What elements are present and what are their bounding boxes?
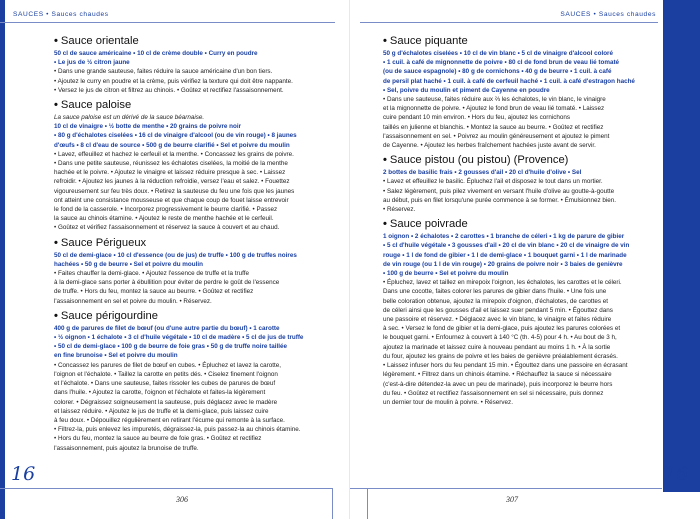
running-head-left: SAUCES • Sauces chaudes — [13, 11, 109, 18]
chapter-number-right: 16 — [664, 463, 689, 485]
right-page-content — [383, 31, 659, 409]
header-rule-right — [360, 22, 658, 23]
page-number-left: 306 — [176, 495, 188, 504]
running-head-right: SAUCES • Sauces chaudes — [560, 11, 656, 18]
recipe-title-poivrade: • Sauce poivrade — [383, 218, 468, 231]
ingredients-perigueux: 50 cl de demi-glace • 10 cl d'essence (ou de jus) de truffe • 100 g de truffes noires hachées • 50 g de beurre • Sel et poivre du moulin — [54, 251, 297, 268]
ingredients-perigourdine: 400 g de parures de filet de bœuf (ou d'une autre partie du bœuf) • 1 carotte • ½ oignon • 1 échalote • 3 cl d'huile végétale • 10 cl de madère • 5 cl de jus de truffe • 50 cl de demi-glace • 100 g de beurre de foie gras • 50 g de truffe noire taillée en fine brunoise • Sel et poivre du moulin — [54, 324, 304, 360]
ingredients-paloise: 10 cl de vinaigre • ½ botte de menthe • 20 grains de poivre noir • 80 g d'échalotes ciselées • 16 cl de vinaigre d'alcool (ou de vin rouge) • 8 jaunes d'œufs • 8 cl d'eau de source • 500 g de beurre clarifié • Sel et poivre du moulin — [54, 123, 297, 149]
steps-perigueux: • Faites chauffer la demi-glace. • Ajoutez l'essence de truffe et la truffe à la demi-glace sans porter à ébullition pour éviter de perdre le goût de l'essence de truffe. • Hors du feu, montez la sauce au beurre. • Goûtez et rectifiez l'assaisonnement en sel et poivre du moulin. • Réservez. — [54, 270, 280, 305]
recipe-title-perigourdine: • Sauce périgourdine — [54, 309, 158, 322]
recipe-title-pistou: • Sauce pistou (ou pistou) (Provence) — [383, 154, 569, 167]
ingredients-piquante: 50 g d'échalotes ciselées • 10 cl de vin blanc • 5 cl de vinaigre d'alcool coloré • 1 cuil. à café de mignonnette de poivre • 80 cl de fond brun de veau lié tomaté (ou de sauce espagnole) • 80 g de cornichons • 40 g de beurre • 1 cuil. à café de persil plat haché • 1 cuil. à café de cerfeuil haché • 1 cuil. à café d'estragon haché • Sel, poivre du moulin et piment de Cayenne en poudre — [383, 50, 635, 94]
steps-piquante: • Dans une sauteuse, faites réduire aux ⅔ les échalotes, le vin blanc, le vinaigre et la mignonnette de poivre. • Ajoutez le fond brun de veau lié tomaté. • Laissez cuire pendant 10 min environ. • Hors du feu, ajoutez les cornichons taillés en julienne et blanchis. • Montez la sauce au beurre. • Goûtez et rectifiez l'assaisonnement en sel. • Poivrez au moulin généreusement et ajoutez le piment de Cayenne. • Ajoutez les herbes fraîchement hachées juste avant de servir. — [383, 96, 610, 150]
left-page-content — [54, 31, 330, 455]
page-number-right: 307 — [506, 495, 518, 504]
footer-frame-right — [350, 488, 662, 489]
footer-frame-left — [0, 488, 332, 489]
footer-frame-left-vertical — [332, 488, 333, 519]
recipe-title-orientale: • Sauce orientale — [54, 35, 139, 47]
ingredients-poivrade: 1 oignon • 2 échalotes • 2 carottes • 1 branche de céleri • 1 kg de parure de gibier • 5 cl d'huile végétale • 3 gousses d'ail • 20 cl de vin blanc • 20 cl de vinaigre de vin rouge • 1 l de fond de gibier • 1 l de demi-glace • 1 bouquet garni • 1 l de marinade de vin rouge (ou 1 l de vin rouge) • 20 grains de poivre noir • 3 baies de genièvre • 100 g de beurre • Sel et poivre du moulin — [383, 233, 630, 278]
steps-poivrade: • Épluchez, lavez et taillez en mirepoix l'oignon, les échalotes, les carottes et le céleri. Dans une cocotte, faites colorer les parures de gibier dans l'huile. • Une fois une belle coloration obtenue, ajoutez la mirepoix d'oignon, d'échalotes, de carottes et de céleri ainsi que les gousses d'ail et laissez suer pendant 5 min. • Égouttez dans une passoire et réservez. • Déglacez avec le vin blanc, le vinaigre et faites réduire à sec. • Versez le fond de gibier et la demi-glace, puis ajoutez les parures colorées et le bouquet garni. • Enfournez à couvert à 140 °C (th. 4-5) pour 4 h. • Au bout de 3 h, ajoutez la marinade et laissez cuire à nouveau pendant au moins 1 h. • À la sortie du four, ajoutez les grains de poivre et les baies de genièvre préalablement écrasés. • Laissez infuser hors du feu pendant 15 min. • Égouttez dans une passoire en écrasant légèrement. • Filtrez dans un chinois étamine. • Réchauffez la sauce si nécessaire (c'est-à-dire détendez-la avec un peu de marinade), puis incorporez le beurre hors du feu. • Goûtez et rectifiez l'assaisonnement en sel si nécessaire, puis donnez un dernier tour de moulin à poivre. • Réservez. — [383, 279, 628, 406]
steps-orientale: • Dans une grande sauteuse, faites réduire la sauce américaine d'un bon tiers. • Ajoutez le curry en poudre et la crème, puis vérifiez la texture qui doit être nappante. • Versez le jus de citron et filtrez au chinois. • Goûtez et rectifiez l'assaisonnement. — [54, 68, 293, 94]
right-page — [350, 0, 700, 519]
chapter-number-left: 16 — [11, 463, 36, 485]
steps-pistou: • Lavez et effeuillez le basilic. Épluchez l'ail et disposez le tout dans un mortier. • Salez légèrement, puis pilez vivement en versant l'huile d'olive au goutte-à-goutte au début, puis en filet lorsqu'une purée commence à se former. • Émulsionnez bien. • Réservez. — [383, 178, 617, 214]
note-paloise: La sauce paloise est un dérivé de la sauce béarnaise. — [54, 114, 205, 122]
ingredients-orientale: 50 cl de sauce américaine • 10 cl de crème double • Curry en poudre • Le jus de ½ citron jaune — [54, 50, 258, 67]
recipe-title-perigueux: • Sauce Périgueux — [54, 236, 147, 249]
recipe-title-paloise: • Sauce paloise — [54, 99, 132, 112]
steps-perigourdine: • Concassez les parures de filet de bœuf en cubes. • Épluchez et lavez la carotte, l'oignon et l'échalote. • Taillez la carotte en petits dés. • Ciselez finement l'oignon et l'échalote. • Dans une sauteuse, faites rissoler les cubes de parures de bœuf dans l'huile. • Ajoutez la carotte, l'oignon et l'échalote et faites-la légèrement colorer. • Dégraissez soigneusement la sauteuse, puis déglacez avec le madère et laissez réduire. • Ajoutez le jus de truffe et la demi-glace, puis laissez cuire à feu doux. • Dépouillez régulièrement en retirant l'écume qui remonte à la surface. • Filtrez-la, puis enlevez les impuretés, dégraissez-la, puis passez-la au chinois étamine. • Hors du feu, montez la sauce au beurre de foie gras. • Goûtez et rectifiez l'assaisonnement, puis ajoutez la brunoise de truffe. — [54, 361, 301, 452]
ingredients-pistou: 2 bottes de basilic frais • 2 gousses d'ail • 20 cl d'huile d'olive • Sel — [383, 169, 582, 177]
recipe-title-piquante: • Sauce piquante — [383, 35, 468, 47]
steps-paloise: • Lavez, effeuillez et hachez le cerfeuil et la menthe. • Concassez les grains de poivre. • Dans une petite sauteuse, réunissez les échalotes ciselées, la moitié de la menthe hachée et le poivre. • Ajoutez le vinaigre et laissez réduire presque à sec. • Laissez refroidir. • Ajoutez les jaunes à la réduction refroidie, versez l'eau et salez. • Fouettez vigoureusement sur feu très doux. • Retirez la sauteuse du feu une fois que les jaunes ont atteint une consistance mousseuse et que chaque coup de fouet laisse entrevoir le fond de la casserole. • Incorporez progressivement le beurre clarifié. • Passez la sauce au chinois étamine. • Ajoutez le reste de menthe hachée et le cerfeuil. • Goûtez et vérifiez l'assaisonnement et réservez la sauce à couvert et au chaud. — [54, 150, 295, 232]
footer-frame-right-vertical — [367, 488, 368, 519]
header-rule-left — [0, 22, 335, 23]
